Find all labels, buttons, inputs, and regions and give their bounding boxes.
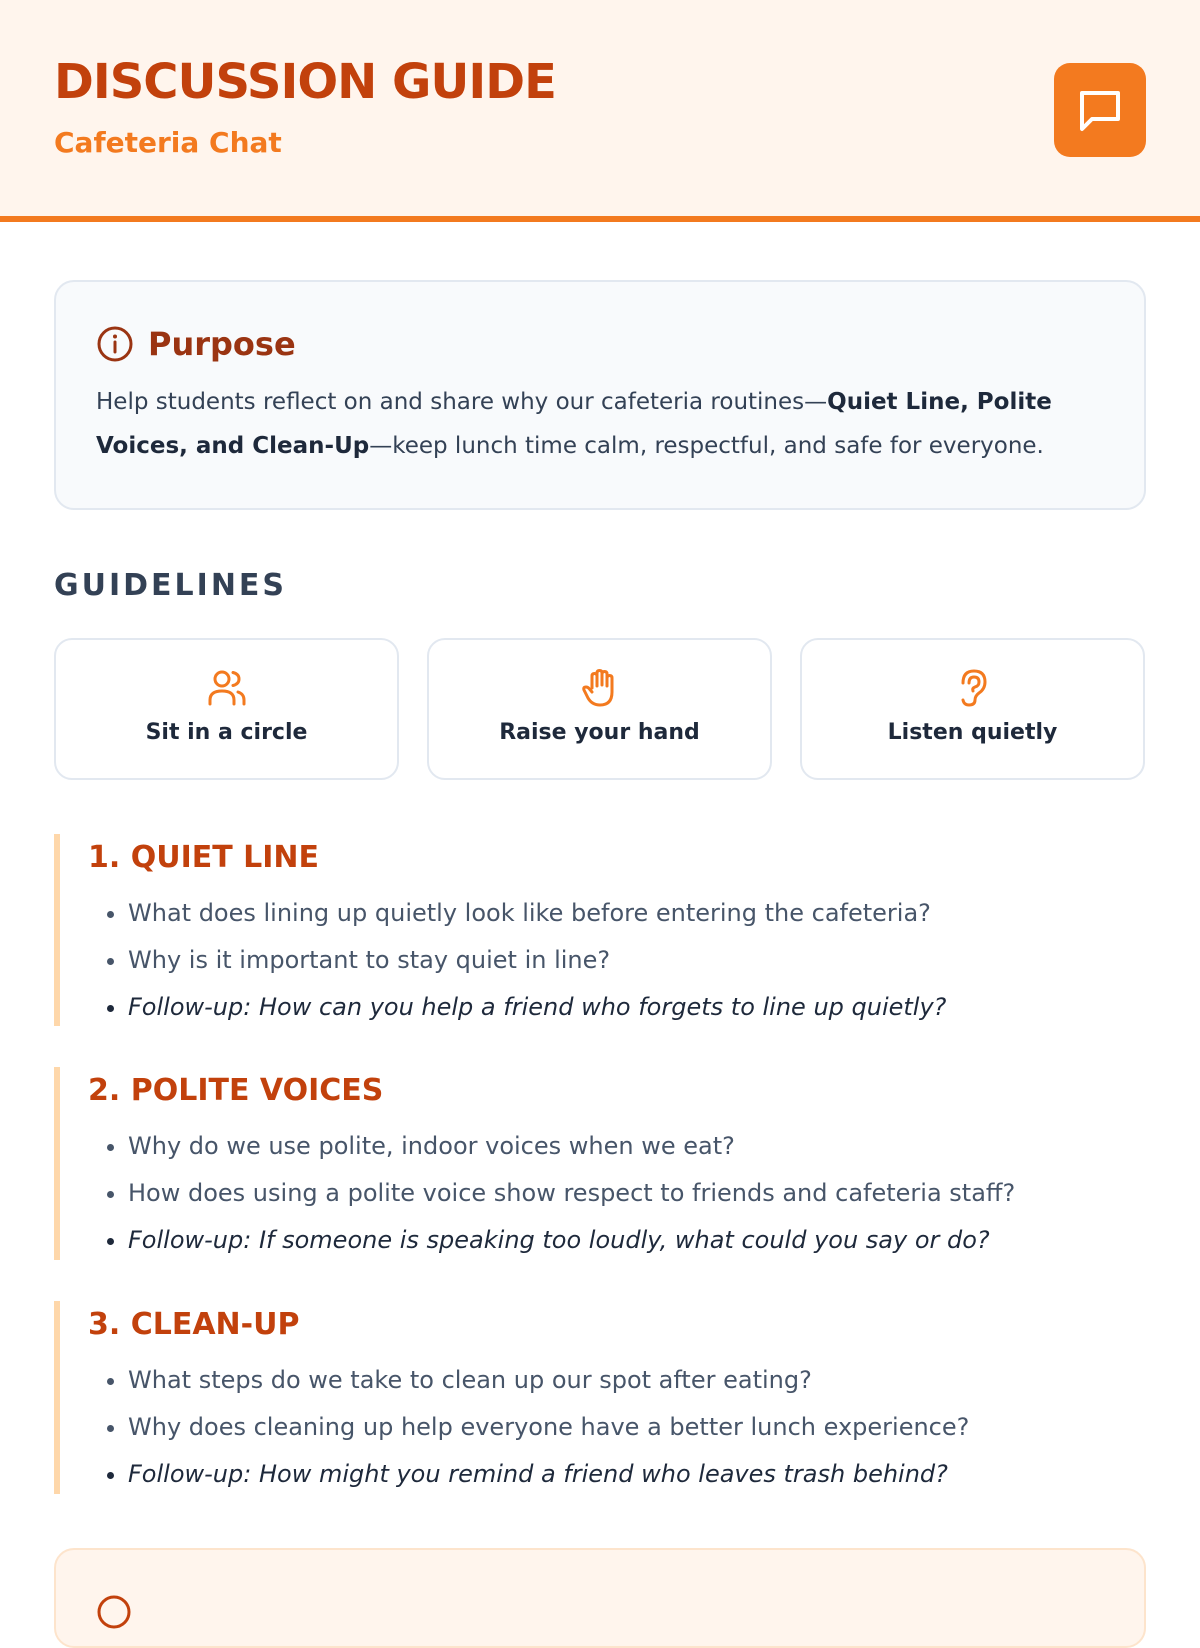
chat-button[interactable] <box>1054 63 1146 157</box>
question-list <box>88 890 1146 1031</box>
guidelines-title: GUIDELINES <box>54 568 288 603</box>
guideline-card-ear <box>800 638 1145 780</box>
purpose-header <box>96 322 1104 366</box>
purpose-text-bold: Quiet Line, Polite Voices, and Clean-Up <box>96 389 1052 459</box>
question-item: • How does using a polite voice show respect to friends and cafeteria staff? <box>128 1170 1146 1217</box>
info-icon <box>96 325 134 363</box>
guideline-cards <box>54 638 1145 780</box>
purpose-heading: Purpose <box>148 325 296 363</box>
purpose-text-before: Help students reflect on and share why our cafeteria routines— <box>96 389 828 415</box>
guideline-label: Listen quietly <box>887 720 1058 745</box>
followup-item: • Follow-up: How might you remind a friend who leaves trash behind? <box>128 1451 1146 1498</box>
purpose-card <box>54 280 1146 510</box>
ear-icon <box>953 668 993 708</box>
question-list <box>88 1357 1146 1498</box>
question-item: • Why do we use polite, indoor voices when we eat? <box>128 1123 1146 1170</box>
question-item: • What does lining up quietly look like before entering the cafeteria? <box>128 890 1146 937</box>
guideline-label: Sit in a circle <box>145 720 308 745</box>
guideline-card-hand <box>427 638 772 780</box>
followup-item: • Follow-up: How can you help a friend who forgets to line up quietly? <box>128 984 1146 1031</box>
section-clean-up <box>54 1301 1146 1494</box>
closing-icon <box>96 1594 132 1630</box>
users-icon <box>207 668 247 708</box>
question-item: • What steps do we take to clean up our spot after eating? <box>128 1357 1146 1404</box>
guideline-card-circle <box>54 638 399 780</box>
closing-card <box>54 1548 1146 1648</box>
section-title: 1. QUIET LINE <box>88 840 320 875</box>
guideline-label: Raise your hand <box>499 720 700 745</box>
question-list <box>88 1123 1146 1264</box>
page-title: DISCUSSION GUIDE <box>54 54 556 110</box>
section-title: 3. CLEAN-UP <box>88 1307 300 1342</box>
purpose-text <box>96 380 1104 468</box>
question-item: • Why does cleaning up help everyone have a better lunch experience? <box>128 1404 1146 1451</box>
page-header <box>0 0 1200 222</box>
hand-icon <box>580 668 620 708</box>
section-title: 2. POLITE VOICES <box>88 1073 384 1108</box>
chat-icon <box>1074 85 1126 135</box>
followup-item: • Follow-up: If someone is speaking too loudly, what could you say or do? <box>128 1217 1146 1264</box>
page-subtitle: Cafeteria Chat <box>54 126 282 159</box>
section-quiet-line <box>54 834 1146 1026</box>
purpose-text-after: —keep lunch time calm, respectful, and safe for everyone. <box>369 433 1044 459</box>
section-polite-voices <box>54 1067 1146 1260</box>
question-item: • Why is it important to stay quiet in line? <box>128 937 1146 984</box>
